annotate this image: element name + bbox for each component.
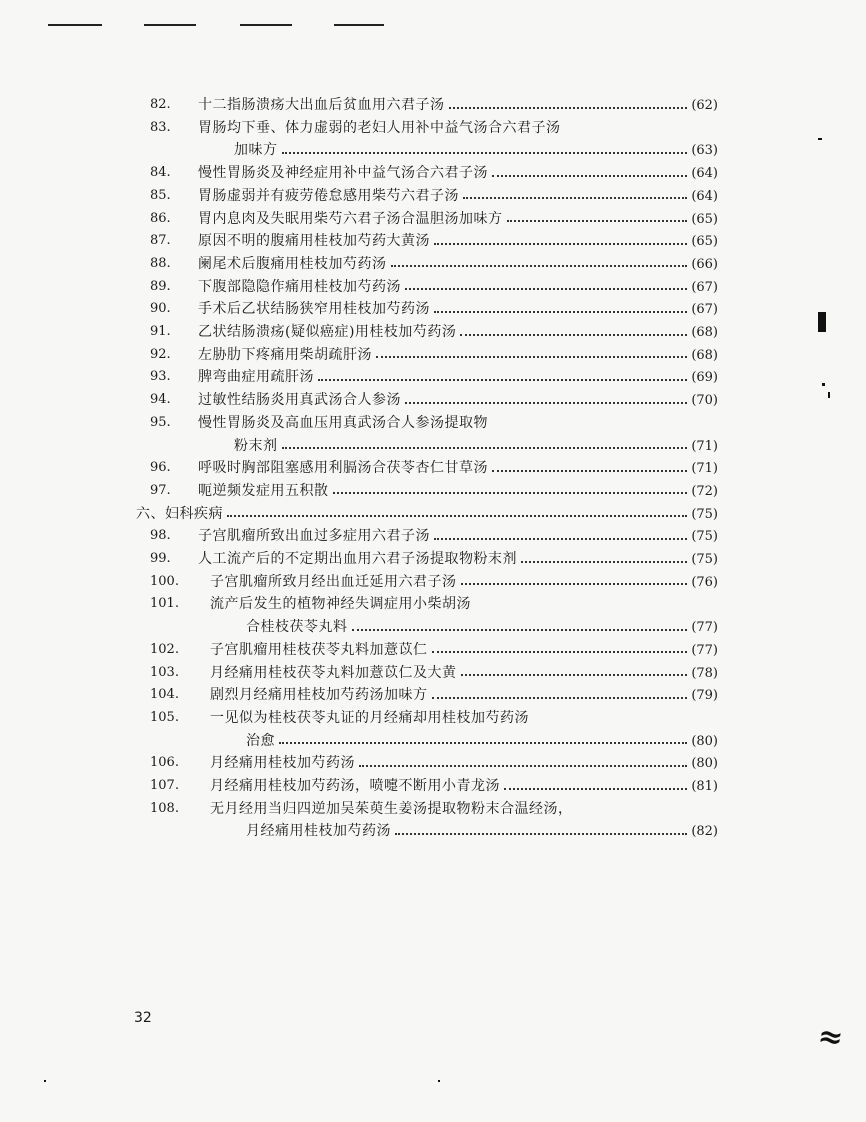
entry-page: (67): [691, 302, 718, 318]
entry-number: 101.: [150, 596, 179, 612]
entry-title: 子宫肌瘤所致月经出血迁延用六君子汤: [210, 573, 457, 590]
entry-page: (68): [691, 325, 718, 340]
toc-entry[interactable]: [0, 798, 866, 820]
toc-entry[interactable]: [0, 321, 866, 343]
entry-number: 85.: [150, 187, 171, 203]
entry-title: 无月经用当归四逆加吴茱萸生姜汤提取物粉末合温经汤，: [210, 800, 573, 817]
entry-title: 呃逆频发症用五积散: [198, 482, 329, 499]
dot-leader: [405, 288, 687, 290]
entry-title: 胃内息肉及失眠用柴芍六君子汤合温胆汤加味方: [198, 210, 503, 227]
entry-page: (68): [691, 347, 718, 363]
header-rule-2: [144, 24, 196, 26]
entry-number: 100.: [150, 573, 179, 589]
dot-leader: [492, 175, 687, 177]
entry-page: (63): [691, 143, 718, 159]
toc-entry[interactable]: [0, 548, 866, 570]
entry-title: 呼吸时胸部阻塞感用利膈汤合茯苓杏仁甘草汤: [198, 460, 488, 477]
entry-number: 88.: [150, 255, 171, 271]
entry-number: 91.: [150, 324, 171, 339]
entry-title: 慢性胃肠炎及神经症用补中益气汤合六君子汤: [198, 165, 488, 182]
entry-page: (81): [691, 779, 718, 794]
scan-dot: [44, 1080, 46, 1082]
entry-number: 94.: [150, 392, 171, 408]
toc-entry[interactable]: [0, 571, 866, 593]
dot-leader: [227, 515, 687, 517]
entry-number: 108.: [150, 800, 179, 816]
toc-entry[interactable]: [0, 366, 866, 388]
scan-dot: [822, 383, 825, 386]
toc-entry[interactable]: [0, 707, 866, 729]
toc-entry[interactable]: [0, 344, 866, 366]
toc-entry[interactable]: [0, 435, 866, 457]
header-rule-4: [334, 24, 384, 26]
entry-title: 慢性胃肠炎及高血压用真武汤合人参汤提取物: [198, 414, 488, 431]
dot-leader: [461, 583, 688, 585]
dot-leader: [352, 629, 688, 631]
dot-leader: [395, 833, 687, 835]
dot-leader: [391, 265, 688, 267]
entry-page: (67): [691, 279, 718, 295]
dot-leader: [432, 697, 688, 699]
dot-leader: [460, 334, 687, 336]
toc-entry[interactable]: [0, 389, 866, 411]
toc-entry[interactable]: [0, 230, 866, 252]
toc-entry[interactable]: [0, 412, 866, 434]
entry-number: 92.: [150, 346, 171, 362]
entry-page: (69): [691, 370, 718, 386]
entry-title: 下腹部隐隐作痛用桂枝加芍药汤: [198, 278, 401, 295]
entry-title: 流产后发生的植物神经失调症用小柴胡汤: [210, 596, 471, 613]
entry-title: 合桂枝茯苓丸料: [246, 619, 348, 636]
header-rule-3: [240, 24, 292, 26]
dot-leader: [432, 651, 688, 653]
entry-number: 103.: [150, 664, 179, 680]
entry-number: 87.: [150, 233, 171, 249]
dot-leader: [282, 152, 688, 154]
dot-leader: [359, 765, 687, 767]
dot-leader: [504, 788, 687, 790]
entry-title: 人工流产后的不定期出血用六君子汤提取物粉末剂: [198, 551, 517, 567]
entry-page: (65): [691, 211, 718, 227]
entry-page: (80): [691, 733, 718, 749]
toc-entry[interactable]: [0, 616, 866, 638]
entry-title: 子宫肌瘤用桂枝茯苓丸料加薏苡仁: [210, 641, 428, 658]
entry-page: (78): [691, 665, 718, 681]
entry-title: 加味方: [234, 142, 278, 159]
toc-entry[interactable]: [0, 662, 866, 684]
scan-dot: [438, 1080, 440, 1082]
toc-entry[interactable]: [0, 162, 866, 184]
entry-page: (71): [691, 461, 718, 477]
entry-number: 84.: [150, 165, 171, 181]
toc-entry[interactable]: [0, 684, 866, 706]
dot-leader: [507, 220, 688, 222]
dot-leader: [521, 561, 687, 563]
entry-number: 83.: [150, 119, 171, 135]
entry-title: 粉末剂: [234, 437, 278, 454]
toc-entry[interactable]: [0, 752, 866, 774]
entry-page: (64): [691, 166, 718, 182]
entry-number: 82.: [150, 97, 171, 112]
entry-title: 原因不明的腹痛用桂枝加芍药大黄汤: [198, 233, 430, 250]
entry-page: (77): [691, 642, 718, 658]
dot-leader: [463, 197, 687, 199]
entry-title: 子宫肌瘤所致出血过多症用六君子汤: [198, 528, 430, 545]
entry-title: 乙状结肠溃疡(疑似癌症)用桂枝加芍药汤: [198, 324, 457, 340]
entry-number: 95.: [150, 414, 171, 430]
entry-title: 胃肠均下垂、体力虚弱的老妇人用补中益气汤合六君子汤: [198, 119, 561, 136]
dot-leader: [434, 243, 687, 245]
entry-page: (70): [691, 393, 718, 409]
entry-title: 胃肠虚弱并有疲劳倦怠感用柴芍六君子汤: [198, 187, 459, 204]
toc-entry[interactable]: [0, 139, 866, 161]
header-rule-1: [48, 24, 102, 26]
entry-page: (62): [691, 98, 718, 113]
entry-number: 97.: [150, 482, 171, 498]
entry-title: 过敏性结肠炎用真武汤合人参汤: [198, 392, 401, 409]
dot-leader: [449, 107, 688, 109]
entry-title: 月经痛用桂枝茯苓丸料加薏苡仁及大黄: [210, 664, 457, 681]
edge-artifact: ≈: [815, 1018, 846, 1057]
entry-number: 98.: [150, 528, 171, 544]
entry-title: 手术后乙状结肠狭窄用桂枝加芍药汤: [198, 301, 430, 318]
entry-number: 89.: [150, 278, 171, 294]
entry-page: (72): [691, 483, 718, 499]
dot-leader: [492, 470, 687, 472]
entry-page: (79): [691, 688, 718, 704]
toc-entry[interactable]: [0, 208, 866, 230]
dot-leader: [333, 492, 688, 494]
entry-page: (75): [691, 506, 718, 522]
entry-number: 102.: [150, 641, 179, 657]
entry-title: 月经痛用桂枝加芍药汤: [246, 823, 391, 840]
entry-number: 106.: [150, 755, 179, 771]
entry-page: (75): [691, 529, 718, 545]
toc-entry[interactable]: [0, 298, 866, 320]
dot-leader: [434, 538, 687, 540]
toc-entry[interactable]: [0, 253, 866, 275]
entry-number: 104.: [150, 687, 179, 703]
entry-title: 十二指肠溃疡大出血后贫血用六君子汤: [198, 97, 445, 113]
entry-page: (82): [691, 824, 718, 840]
entry-page: (76): [691, 574, 718, 590]
entry-page: (75): [691, 552, 718, 567]
entry-page: (80): [691, 756, 718, 772]
entry-page: (66): [691, 256, 718, 272]
scan-dot: [828, 392, 830, 398]
entry-title: 脾弯曲症用疏肝汤: [198, 369, 314, 386]
entry-title: 月经痛用桂枝加芍药汤，喷嚏不断用小青龙汤: [210, 778, 500, 794]
section-heading[interactable]: [0, 503, 866, 525]
toc-entry[interactable]: [0, 820, 866, 842]
page-number: 32: [134, 1010, 152, 1026]
toc-entry[interactable]: [0, 457, 866, 479]
entry-page: (71): [691, 438, 718, 454]
entry-title: 月经痛用桂枝加芍药汤: [210, 755, 355, 772]
dot-leader: [282, 447, 688, 449]
entry-number: 96.: [150, 460, 171, 476]
dot-leader: [376, 356, 687, 358]
toc-entry[interactable]: [0, 480, 866, 502]
dot-leader: [461, 674, 688, 676]
entry-title: 一见似为桂枝茯苓丸证的月经痛却用桂枝加芍药汤: [210, 709, 529, 726]
entry-page: (65): [691, 234, 718, 250]
entry-title: 六、妇科疾病: [136, 505, 223, 522]
toc-entry[interactable]: [0, 593, 866, 615]
toc-entry[interactable]: [0, 730, 866, 752]
scan-mark: [818, 312, 826, 332]
dot-leader: [279, 742, 687, 744]
entry-number: 99.: [150, 551, 171, 566]
toc-entry[interactable]: [0, 639, 866, 661]
toc-entry[interactable]: [0, 775, 866, 797]
dot-leader: [434, 311, 687, 313]
entry-number: 90.: [150, 301, 171, 317]
toc-entry[interactable]: [0, 525, 866, 547]
entry-number: 107.: [150, 778, 179, 793]
entry-page: (77): [691, 620, 718, 636]
entry-title: 剧烈月经痛用桂枝加芍药汤加味方: [210, 687, 428, 704]
dot-leader: [318, 379, 687, 381]
entry-title: 治愈: [246, 732, 275, 749]
entry-title: 左胁肋下疼痛用柴胡疏肝汤: [198, 346, 372, 363]
dot-leader: [405, 402, 687, 404]
entry-number: 93.: [150, 369, 171, 385]
entry-page: (64): [691, 188, 718, 204]
toc-entry[interactable]: [0, 276, 866, 298]
entry-number: 105.: [150, 709, 179, 725]
toc-entry[interactable]: [0, 185, 866, 207]
toc-entry[interactable]: [0, 94, 866, 116]
entry-number: 86.: [150, 210, 171, 226]
entry-title: 阑尾术后腹痛用桂枝加芍药汤: [198, 255, 387, 272]
scan-dot: [818, 138, 822, 140]
toc-entry[interactable]: [0, 117, 866, 139]
